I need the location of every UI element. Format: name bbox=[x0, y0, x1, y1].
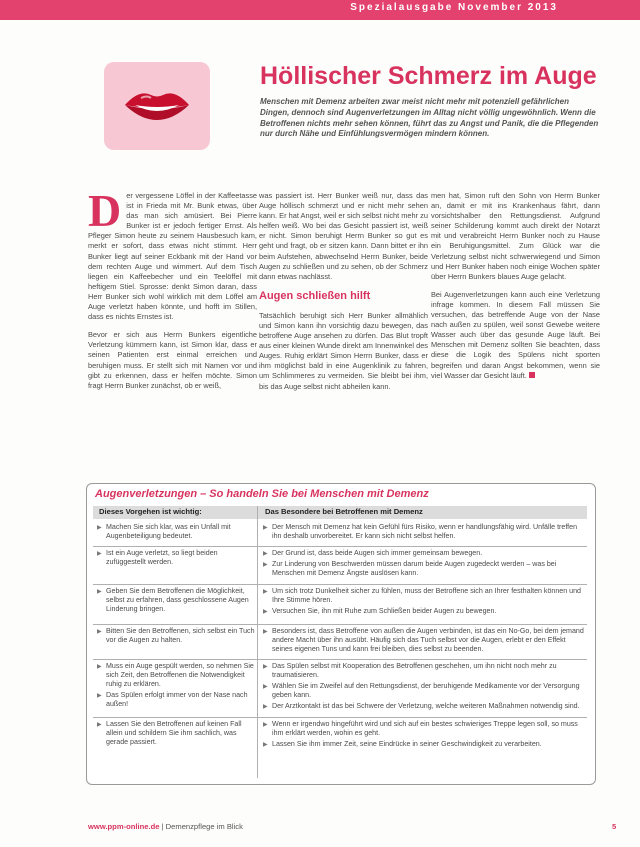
arrow-bullet-icon: ▶ bbox=[263, 684, 268, 691]
paragraph: Bevor er sich aus Herrn Bunkers eigentliche Verletzung kümmern kann, ist Simon klar, dass er seinen Patienten erst einmal erreichen und beruhigen muss. Er stellt sich mit Namen vor und gibt zu erkennen, dass er helfen möchte. Simon fragt Herrn Bunker zunächst, ob er weiß, bbox=[88, 330, 257, 390]
table-cell-left bbox=[97, 627, 255, 647]
table-row bbox=[93, 520, 587, 547]
lips-illustration bbox=[104, 62, 210, 150]
paragraph: Tatsächlich beruhigt sich Herr Bunker allmählich und Simon kann ihn vorsichtig dazu bewegen, das betroffene Auge ansehen zu dürfen. Das Blut tropft aus einer kleinen Wunde direkt am Innenwinkel des Auges. Ruhig erklärt Simon Herrn Bunker, dass er ihm möglichst bald in eine Augenklinik zu fahren, um Schlimmeres zu vermeiden. Sie bleibt bei ihm, bis das Auge selbst nicht abheilen kann. bbox=[259, 310, 428, 391]
bullet-item bbox=[263, 682, 585, 700]
arrow-bullet-icon: ▶ bbox=[263, 562, 268, 569]
arrow-bullet-icon: ▶ bbox=[97, 722, 102, 728]
table-cell-right bbox=[263, 627, 585, 656]
infobox bbox=[86, 483, 596, 785]
table-row bbox=[93, 659, 587, 718]
table-row bbox=[93, 624, 587, 660]
article-intro: Menschen mit Demenz arbeiten zwar meist nicht mehr mit potenziell gefährlichen Dingen, dennoch sind Augenverletzungen im Alltag nicht völlig ungewöhnlich. Wenn die Betroffenen nichts mehr sehen können, führt das zu Angst und Panik, die die Pflegenden nur durch Nähe und Einfühlungsvermögen mindern können. bbox=[260, 97, 599, 139]
dropcap: D bbox=[88, 185, 122, 236]
table-cell-right bbox=[263, 523, 585, 543]
bullet-text: Der Grund ist, dass beide Augen sich immer gemeinsam bewegen. bbox=[272, 549, 483, 557]
paragraph: men hat, Simon ruft den Sohn von Herrn Bunker an, damit er mit ins Krankenhaus fährt, dann vorsichtshalber den Rettungsdienst. Aufgrund seiner Schilderung kommt auch direkt der Notarzt mit und verabreicht Herrn Bunker noch zu Hause ein Beruhigungsmittel. Zum Glück war die Verletzung selbst nicht schwerwiegend und Simon und Herr Bunker haben noch einige Wochen später über Herrn Bunkers blaues Auge gelacht. bbox=[431, 191, 600, 281]
bullet-item bbox=[263, 607, 585, 616]
arrow-bullet-icon: ▶ bbox=[263, 664, 268, 670]
bullet-text: Das Spülen selbst mit Kooperation des Betroffenen geschehen, um ihn nicht noch mehr zu traumatisieren. bbox=[272, 662, 557, 680]
article-column-2 bbox=[259, 191, 428, 400]
bullet-item bbox=[263, 549, 585, 558]
bullet-item bbox=[97, 662, 255, 689]
table-cell-left bbox=[97, 549, 255, 569]
column-header-left: Dieses Vorgehen ist wichtig: bbox=[99, 507, 202, 516]
footer-brand: www.ppm-online.de bbox=[88, 822, 160, 831]
arrow-bullet-icon: ▶ bbox=[263, 704, 268, 711]
bullet-item bbox=[97, 549, 255, 567]
paragraph: was passiert ist. Herr Bunker weiß nur, dass das Auge höllisch schmerzt und er nicht mehr sehen kann. Er hat Angst, weil er sich selbst nicht mehr zu helfen weiß. Wo bei das Gesicht passiert ist, weiß er nicht. Simon beruhigt Herrn Bunker so gut es geht und fragt, ob er sitzen kann. Dann bittet er ihn beim Aufstehen, abwechselnd Herrn Bunker, beide Augen zu schließen und zu sehen, ob der Schmerz dann etwas nachlässt. bbox=[259, 191, 428, 281]
bullet-text: Wählen Sie im Zweifel auf den Rettungsdienst, der beruhigende Medikamente vor der Versorgung geben kann. bbox=[272, 682, 580, 700]
table-cell-right bbox=[263, 549, 585, 580]
end-mark-icon bbox=[529, 372, 535, 378]
bullet-item bbox=[97, 587, 255, 614]
bullet-text: Zur Linderung von Beschwerden müssen darum beide Augen zugedeckt werden – was bei Menschen mit Demenz Ängste auslösen kann. bbox=[272, 560, 557, 578]
bullet-text: Muss ein Auge gespült werden, so nehmen Sie sich Zeit, den Betroffenen die Notwendigkeit ruhig zu erklären. bbox=[106, 662, 254, 689]
arrow-bullet-icon: ▶ bbox=[263, 589, 268, 595]
bullet-text: Machen Sie sich klar, was ein Unfall mit Augenbeteiligung bedeutet. bbox=[106, 523, 231, 541]
bullet-text: Besonders ist, dass Betroffene von außen die Augen verbinden, ist das ein No-Go, bei dem jemand andere Macht über ihn ausübt. Häufig sich das Tuch selbst vor die Augen, erlebt er den Effekt seines eigenen Tuns und kann frei bleiben, dies selbst zu beenden. bbox=[272, 627, 584, 654]
bullet-item bbox=[263, 702, 585, 711]
paragraph: Der vergessene Löffel in der Kaffeetasse ist in Frieda mit Mr. Bunk etwas, über das man sich amüsiert. Bei Pierre Bunker ist er jedoch fertiger Ernst. Als Pfleger Simon heute zu seinem Hausbesuch kam, merkt er sofort, dass etwas nicht stimmt. Herr Bunker liegt auf seiner Eckbank mit der Hand vor dem rechten Auge und wimmert. Auf dem Tisch liegen ein Kaffeebecher und ein Teelöffel mit heftigem Stiel. Sprosse: denkt Simon daran, dass Herr Bunker sich wohl wirklich mit dem Löffel am Auge verletzt haben könnte, und hofft im Stillen, dass es nichts Ernstes ist. bbox=[88, 185, 257, 322]
table-row bbox=[93, 717, 587, 776]
arrow-bullet-icon: ▶ bbox=[97, 589, 102, 595]
arrow-bullet-icon: ▶ bbox=[263, 525, 268, 531]
table-cell-right bbox=[263, 720, 585, 751]
bullet-text: Lassen Sie ihm immer Zeit, seine Eindrücke in seiner Geschwindigkeit zu verarbeiten. bbox=[272, 740, 542, 749]
bullet-text: Um sich trotz Dunkelheit sicher zu fühlen, muss der Betroffene sich an Ihrer festhalten können und Ihre Stimme hören. bbox=[272, 587, 582, 605]
article-column-3 bbox=[431, 191, 600, 389]
bullet-text: Der Mensch mit Demenz hat kein Gefühl fürs Risiko, wenn er handlungsfähig wird. Unfälle treffen ihn deshalb unvorbereitet. Er kann sich nicht selbst helfen. bbox=[272, 523, 578, 541]
bullet-text: Ist ein Auge verletzt, so liegt beiden zufüggestellt werden. bbox=[106, 549, 218, 567]
article-column-1 bbox=[88, 185, 257, 399]
page-number: 5 bbox=[612, 822, 617, 831]
bullet-item bbox=[263, 662, 585, 680]
footer-text: Demenzpflege im Blick bbox=[165, 822, 243, 831]
bullet-text: Versuchen Sie, ihn mit Ruhe zum Schließen beider Augen zu bewegen. bbox=[272, 607, 497, 616]
table-cell-right bbox=[263, 587, 585, 618]
bullet-item bbox=[97, 691, 255, 709]
bullet-item bbox=[263, 740, 585, 749]
arrow-bullet-icon: ▶ bbox=[97, 551, 102, 557]
arrow-bullet-icon: ▶ bbox=[263, 722, 268, 728]
table-row bbox=[93, 584, 587, 625]
bullet-item bbox=[97, 720, 255, 747]
table-cell-left bbox=[97, 587, 255, 616]
bullet-item bbox=[263, 720, 585, 738]
arrow-bullet-icon: ▶ bbox=[263, 609, 268, 616]
bullet-item bbox=[97, 627, 255, 645]
table-cell-right bbox=[263, 662, 585, 713]
bullet-item bbox=[263, 587, 585, 605]
bullet-item bbox=[263, 560, 585, 578]
bullet-text: Bitten Sie den Betroffenen, sich selbst ein Tuch vor die Augen zu halten. bbox=[106, 627, 255, 645]
bullet-item bbox=[97, 523, 255, 541]
bullet-text: Wenn er irgendwo hingeführt wird und sich auf ein bestes schwieriges Treppe legen soll, so muss ihm erklärt werden, wohin es geht. bbox=[272, 720, 578, 738]
paragraph: Bei Augenverletzungen kann auch eine Verletzung infrage kommen. In diesem Fall müssen Sie versuchen, das betreffende Auge von der Nase nach außen zu spülen, weil sonst Gewebe weitere Wasser auch über das gesunde Auge läuft. Bei Menschen mit Demenz sollten Sie beachten, dass diese die Logik des Spülens nicht sporten begreifen und daran Angst bekommen, wenn sie viel Wasser dar Gesicht läuft. bbox=[431, 289, 600, 380]
arrow-bullet-icon: ▶ bbox=[97, 525, 102, 531]
bullet-text: Lassen Sie den Betroffenen auf keinen Fall allein und schildern Sie ihm sachlich, was gerade passiert. bbox=[106, 720, 242, 747]
table-cell-left bbox=[97, 662, 255, 711]
edition-label: Spezialausgabe November 2013 bbox=[350, 2, 558, 13]
column-header-right: Das Besondere bei Betroffenen mit Demenz bbox=[265, 507, 423, 516]
bullet-text: Das Spülen erfolgt immer von der Nase nach außen! bbox=[106, 691, 248, 709]
article-title: Höllischer Schmerz im Auge bbox=[260, 62, 597, 90]
bullet-item bbox=[263, 627, 585, 654]
table-cell-left bbox=[97, 523, 255, 543]
bullet-text: Der Arztkontakt ist das bei Schwere der Verletzung, welche weiteren Maßnahmen notwendig sind. bbox=[272, 702, 580, 711]
bullet-item bbox=[263, 523, 585, 541]
bullet-text: Geben Sie dem Betroffenen die Möglichkeit, selbst zu erfahren, dass geschlossene Augen Linderung bringen. bbox=[106, 587, 249, 614]
footer bbox=[88, 822, 243, 831]
table-header bbox=[93, 506, 587, 519]
subheading: Augen schließen hilft bbox=[259, 289, 371, 302]
infobox-title: Augenverletzungen – So handeln Sie bei Menschen mit Demenz bbox=[95, 488, 429, 500]
arrow-bullet-icon: ▶ bbox=[263, 629, 268, 635]
arrow-bullet-icon: ▶ bbox=[97, 629, 102, 635]
arrow-bullet-icon: ▶ bbox=[263, 551, 268, 557]
arrow-bullet-icon: ▶ bbox=[263, 742, 268, 749]
lips-icon bbox=[121, 85, 193, 127]
header-bar bbox=[0, 0, 640, 20]
table-row bbox=[93, 546, 587, 585]
table-cell-left bbox=[97, 720, 255, 749]
footer-separator: | bbox=[161, 822, 166, 831]
arrow-bullet-icon: ▶ bbox=[97, 664, 102, 670]
arrow-bullet-icon: ▶ bbox=[97, 693, 102, 700]
